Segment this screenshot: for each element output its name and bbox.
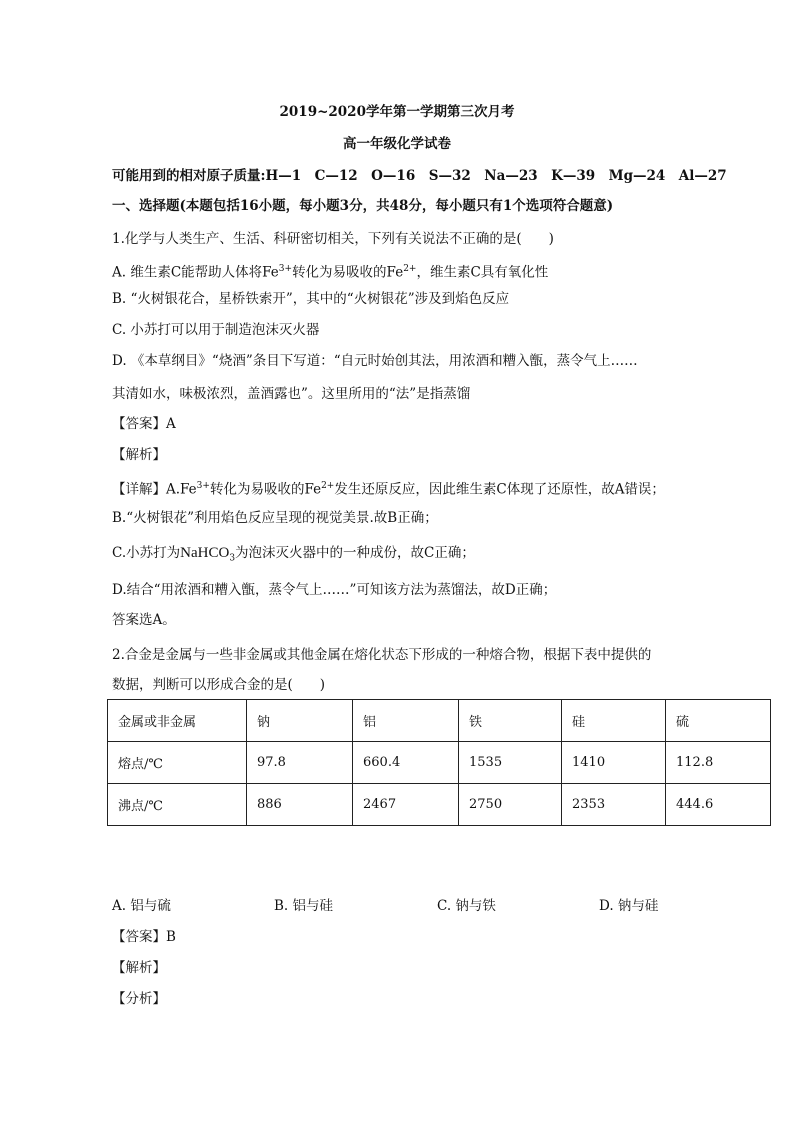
q2-stem-line1: 2.合金是金属与一些非金属或其他金属在熔化状态下形成的一种熔合物，根据下表中提供的 xyxy=(112,647,652,663)
q1-stem: 1.化学与人类生产、生活、科研密切相关，下列有关说法不正确的是( ) xyxy=(112,231,554,247)
table-cell: 沸点/℃ xyxy=(108,784,247,826)
table-cell: 2353 xyxy=(562,784,666,826)
q1-answer: 【答案】A xyxy=(112,416,176,432)
table-header-row xyxy=(108,700,771,742)
table-cell: 886 xyxy=(247,784,353,826)
table-row xyxy=(108,784,771,826)
q1-detail-d: D.结合“用浓酒和糟入甑，蒸令气上……”可知该方法为蒸馏法，故D正确； xyxy=(112,582,557,598)
q2-fenxi-label: 【分析】 xyxy=(112,991,166,1007)
q1-conclusion: 答案选A。 xyxy=(112,612,176,628)
table-header-cell: 铝 xyxy=(353,700,459,742)
properties-table xyxy=(107,699,771,826)
q1-option-d-line1: D. 《本草纲目》“烧酒”条目下写道：“自元时始创其法，用浓酒和糟入甑，蒸令气上…… xyxy=(112,353,638,369)
table-header-cell: 金属或非金属 xyxy=(108,700,247,742)
table-header-cell: 铁 xyxy=(459,700,562,742)
table-header-cell: 硅 xyxy=(562,700,666,742)
q2-option-d: D. 钠与硅 xyxy=(599,898,659,914)
exam-title: 2019~2020学年第一学期第三次月考 xyxy=(279,104,515,120)
q1-detail-b: B.“火树银花”利用焰色反应呈现的视觉美景.故B正确； xyxy=(112,510,438,526)
q1-option-b: B. “火树银花合，星桥铁索开”，其中的“火树银花”涉及到焰色反应 xyxy=(112,291,510,307)
table-row xyxy=(108,742,771,784)
table-cell: 112.8 xyxy=(666,742,771,784)
q2-answer: 【答案】B xyxy=(112,929,176,945)
table-header-cell: 钠 xyxy=(247,700,353,742)
table-cell: 2467 xyxy=(353,784,459,826)
q2-analysis-label: 【解析】 xyxy=(112,960,166,976)
q1-detail-c: C.小苏打为NaHCO$_3$为泡沫灭火器中的一种成份，故C正确； xyxy=(112,545,475,564)
q2-option-c: C. 钠与铁 xyxy=(437,898,496,914)
table-cell: 2750 xyxy=(459,784,562,826)
q1-detail-a: 【详解】$A.Fe^{3+}$转化为易吸收的$Fe^{2+}$发生还原反应，因此维生素C体现了还原性，故A错误； xyxy=(112,481,665,498)
table-header-cell: 硫 xyxy=(666,700,771,742)
table-cell: 97.8 xyxy=(247,742,353,784)
q2-option-a: A. 铝与硫 xyxy=(112,898,171,914)
atomic-masses: 可能用到的相对原子质量:H—1 C—12 O—16 S—32 Na—23 K—39 Mg—24 Al—27 xyxy=(112,168,727,184)
table-cell: 660.4 xyxy=(353,742,459,784)
table-cell: 1535 xyxy=(459,742,562,784)
q1-option-a: A. 维生素C能帮助人体将$Fe^{3+}$转化为易吸收的$Fe^{2+}$，维生素C具有氧化性 xyxy=(112,264,549,281)
table-cell: 1410 xyxy=(562,742,666,784)
q2-option-b: B. 铝与硅 xyxy=(274,898,334,914)
q1-option-c: C. 小苏打可以用于制造泡沫灭火器 xyxy=(112,322,320,338)
table-cell: 444.6 xyxy=(666,784,771,826)
exam-subtitle: 高一年级化学试卷 xyxy=(343,136,451,152)
q1-option-d-line2: 其清如水，味极浓烈，盖酒露也”。这里所用的“法”是指蒸馏 xyxy=(112,386,471,402)
table-cell: 熔点/℃ xyxy=(108,742,247,784)
q2-stem-line2: 数据，判断可以形成合金的是( ) xyxy=(112,677,326,693)
section-title: 一、选择题(本题包括16小题，每小题3分，共48分，每小题只有1个选项符合题意) xyxy=(112,198,614,214)
q1-analysis-label: 【解析】 xyxy=(112,447,166,463)
